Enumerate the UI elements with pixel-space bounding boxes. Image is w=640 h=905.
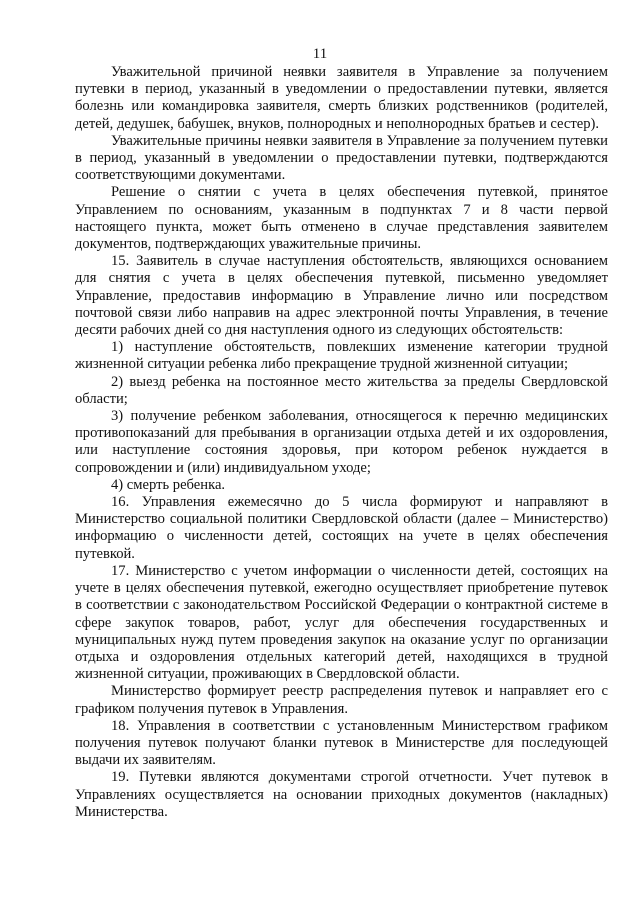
list-item: 3) получение ребенком заболевания, относящегося к перечню медицинских противопоказаний для пребывания в организации отдыха детей и их оздоровления, или наступление состояния здоровья, при котором ребенок нуждается в сопровождении и (или) индивидуальном уходе; xyxy=(75,408,608,476)
paragraph: 17. Министерство с учетом информации о численности детей, состоящих на учете в целях обеспечения путевкой, ежегодно осуществляет приобретение путевок в соответствии с законодательством Российской Федерации о контрактной системе в сфере закупок товаров, работ, услуг для обеспечения государственных и муниципальных нужд путем проведения закупок на оказание услуг по организации отдыха и оздоровления отдельных категорий детей, находящихся в трудной жизненной ситуации, проживающих в Свердловской области. xyxy=(75,562,608,683)
page-number: 11 xyxy=(312,46,328,62)
paragraph: 18. Управления в соответствии с установленным Министерством графиком получения путевок получают бланки путевок в Министерстве для последующей выдачи их заявителям. xyxy=(75,717,608,769)
list-item: 1) наступление обстоятельств, повлекших изменение категории трудной жизненной ситуации ребенка либо прекращение трудной жизненной ситуации; xyxy=(75,339,608,373)
paragraph: 19. Путевки являются документами строгой отчетности. Учет путевок в Управлениях осуществляется на основании приходных документов (накладных) Министерства. xyxy=(75,769,608,820)
paragraph: Решение о снятии с учета в целях обеспечения путевкой, принятое Управлением по основаниям, указанным в подпунктах 7 и 8 части первой настоящего пункта, может быть отменено в случае представления заявителем документов, подтверждающих уважительные причины. xyxy=(75,184,608,253)
paragraph: 16. Управления ежемесячно до 5 числа формируют и направляют в Министерство социальной политики Свердловской области (далее – Министерство) информацию о численности детей, состоящих на учете в целях обеспечения путевкой. xyxy=(75,494,608,562)
list-item: 4) смерть ребенка. xyxy=(111,476,226,493)
paragraph: Уважительной причиной неявки заявителя в Управление за получением путевки в период, указанный в уведомлении о предоставлении путевки, является болезнь или командировка заявителя, смерть близких родственников (родителей, детей, дедушек, бабушек, внуков, полнородных и неполнородных братьев и сестер). xyxy=(75,64,608,132)
paragraph: Министерство формирует реестр распределения путевок и направляет его с графиком получения путевок в Управления. xyxy=(75,683,608,717)
list-item: 2) выезд ребенка на постоянное место жительства за пределы Свердловской области; xyxy=(75,373,608,407)
paragraph: 15. Заявитель в случае наступления обстоятельств, являющихся основанием для снятия с учета в целях обеспечения путевкой, письменно уведомляет Управление, предоставив информацию в Управление лично или посредством почтовой связи либо направив на адрес электронной почты Управления, в течение десяти рабочих дней со дня наступления одного из следующих обстоятельств: xyxy=(75,253,608,339)
paragraph: Уважительные причины неявки заявителя в Управление за получением путевки в период, указанный в уведомлении о предоставлении путевки, подтверждаются соответствующими документами. xyxy=(75,132,608,184)
document-body xyxy=(75,64,608,821)
